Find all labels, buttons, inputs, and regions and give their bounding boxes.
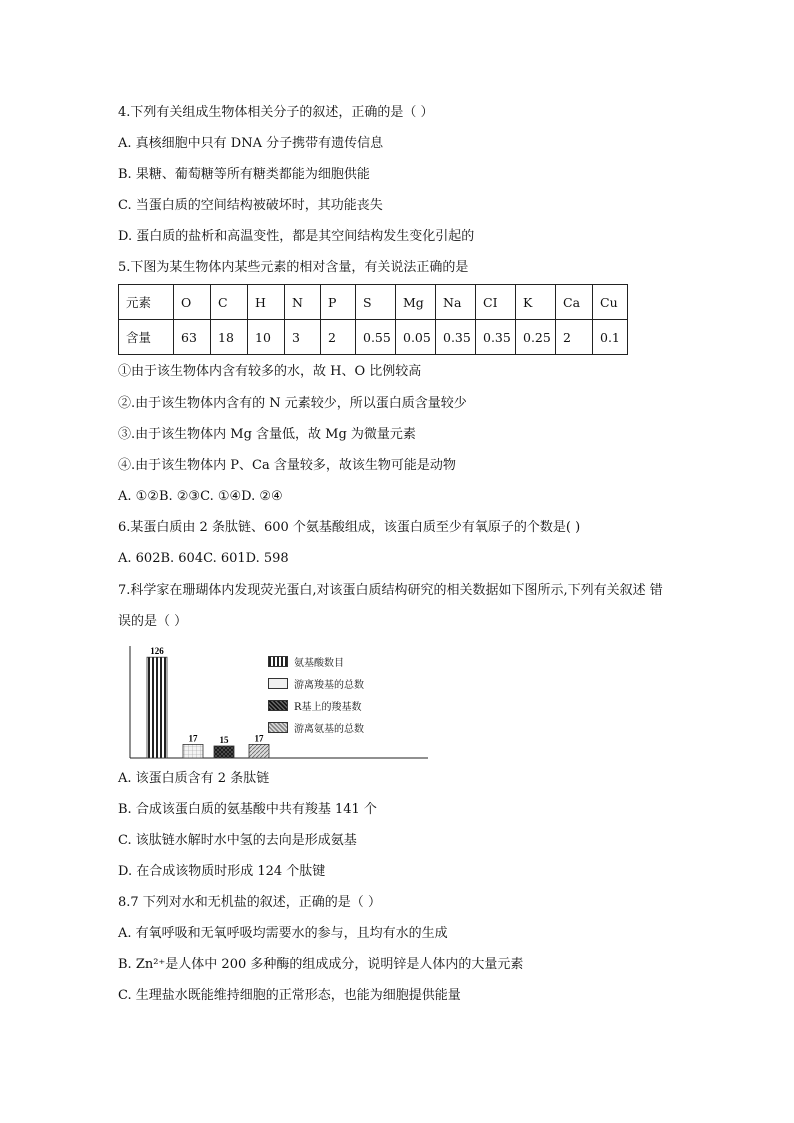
- q4-stem: 4.下列有关组成生物体相关分子的叙述，正确的是（ ）: [118, 105, 434, 120]
- legend-swatch: [268, 678, 288, 689]
- table-cell: H: [248, 285, 285, 320]
- q6-stem: 6.某蛋白质由 2 条肽链、600 个氨基酸组成，该蛋白质至少有氧原子的个数是( ): [118, 520, 581, 535]
- q8-option-c: C. 生理盐水既能维持细胞的正常形态，也能为细胞提供能量: [118, 988, 461, 1003]
- q8-option-b: B. Zn²⁺是人体中 200 多种酶的组成成分，说明锌是人体内的大量元素: [118, 957, 524, 972]
- table-cell: P: [321, 285, 356, 320]
- legend-swatch: [268, 656, 288, 667]
- table-cell: O: [174, 285, 211, 320]
- table-cell: 0.25: [516, 320, 556, 355]
- chart-legend: [268, 650, 364, 738]
- bar-r-group-carboxyl: [214, 746, 234, 758]
- q4-option-a: A. 真核细胞中只有 DNA 分子携带有遗传信息: [118, 136, 384, 151]
- bar-data-label: 17: [188, 733, 198, 744]
- q7-option-a: A. 该蛋白质含有 2 条肽链: [118, 771, 270, 786]
- table-row-label: 含量: [119, 320, 174, 355]
- bar-data-label: 126: [150, 646, 164, 657]
- table-cell: 18: [211, 320, 248, 355]
- element-content-table: [118, 284, 628, 355]
- legend-item: [268, 716, 364, 738]
- legend-label: R基上的羧基数: [294, 701, 362, 713]
- table-cell: 0.35: [436, 320, 476, 355]
- q8-option-a: A. 有氧呼吸和无氧呼吸均需要水的参与，且均有水的生成: [118, 926, 448, 941]
- table-cell: N: [285, 285, 321, 320]
- table-cell: S: [356, 285, 396, 320]
- q8-stem: 8.7 下列对水和无机盐的叙述，正确的是（ ）: [118, 895, 381, 910]
- bar-data-label: 17: [254, 733, 264, 744]
- table-cell: Na: [436, 285, 476, 320]
- legend-swatch: [268, 722, 288, 733]
- legend-label: 游离氨基的总数: [294, 723, 364, 735]
- legend-item: [268, 650, 364, 672]
- table-cell: 2: [321, 320, 356, 355]
- table-cell: CI: [476, 285, 516, 320]
- table-cell: C: [211, 285, 248, 320]
- q4-option-d: D. 蛋白质的盐析和高温变性，都是其空间结构发生变化引起的: [118, 229, 475, 244]
- q5-statement-1: ①由于该生物体内含有较多的水，故 H、O 比例较高: [118, 364, 422, 379]
- bar-data-label: 15: [219, 735, 229, 745]
- table-cell: Cu: [593, 285, 628, 320]
- q7-option-c: C. 该肽链水解时水中氢的去向是形成氨基: [118, 833, 357, 848]
- q4-option-c: C. 当蛋白质的空间结构被破坏时，其功能丧失: [118, 198, 383, 213]
- q4-option-b: B. 果糖、葡萄糖等所有糖类都能为细胞供能: [118, 167, 370, 182]
- table-cell: K: [516, 285, 556, 320]
- table-cell: 0.05: [396, 320, 436, 355]
- table-row-label: 元素: [119, 285, 174, 320]
- table-row-elements: [119, 285, 628, 320]
- q7-option-b: B. 合成该蛋白质的氨基酸中共有羧基 141 个: [118, 802, 377, 817]
- bar-amino-acid-count: [147, 657, 167, 758]
- bar-free-carboxyl-total: [183, 744, 203, 758]
- q5-statement-3: ③.由于该生物体内 Mg 含量低，故 Mg 为微量元素: [118, 427, 416, 442]
- legend-item: [268, 694, 364, 716]
- legend-item: [268, 672, 364, 694]
- table-cell: 3: [285, 320, 321, 355]
- q5-statement-2: ②.由于该生物体内含有的 N 元素较少，所以蛋白质含量较少: [118, 396, 467, 411]
- bar-free-amino-total: [249, 744, 269, 758]
- q5-stem: 5.下图为某生物体内某些元素的相对含量，有关说法正确的是: [118, 260, 469, 275]
- table-cell: Mg: [396, 285, 436, 320]
- legend-label: 游离羧基的总数: [294, 679, 364, 691]
- table-cell: Ca: [556, 285, 593, 320]
- q7-stem: 7.科学家在珊瑚体内发现荧光蛋白,对该蛋白质结构研究的相关数据如下图所示,下列有关叙述 错误的是（ ）: [118, 583, 663, 629]
- q5-choices: A. ①②B. ②③C. ①④D. ②④: [118, 489, 283, 504]
- table-cell: 63: [174, 320, 211, 355]
- table-cell: 0.1: [593, 320, 628, 355]
- table-cell: 0.35: [476, 320, 516, 355]
- table-cell: 0.55: [356, 320, 396, 355]
- table-cell: 10: [248, 320, 285, 355]
- table-row-values: [119, 320, 628, 355]
- q5-statement-4: ④.由于该生物体内 P、Ca 含量较多，故该生物可能是动物: [118, 458, 456, 473]
- legend-swatch: [268, 700, 288, 711]
- q6-choices: A. 602B. 604C. 601D. 598: [118, 551, 289, 566]
- legend-label: 氨基酸数目: [294, 657, 344, 669]
- table-cell: 2: [556, 320, 593, 355]
- q7-option-d: D. 在合成该物质时形成 124 个肽键: [118, 864, 326, 879]
